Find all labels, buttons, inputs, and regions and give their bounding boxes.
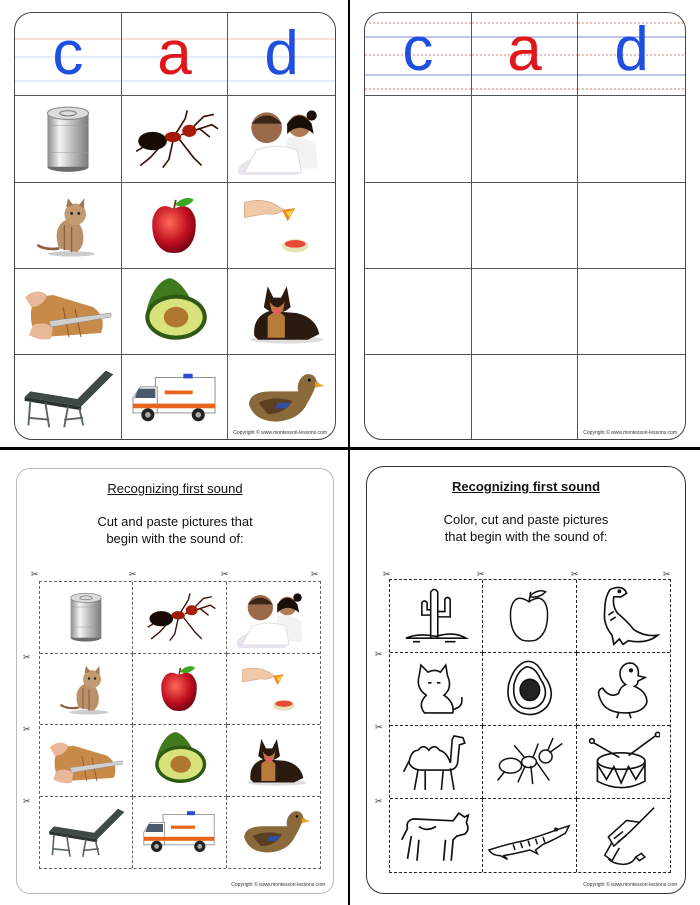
scissors-icon: ✂: [31, 569, 39, 579]
empty-slot[interactable]: [472, 269, 579, 355]
empty-slot[interactable]: [472, 96, 579, 183]
empty-slot[interactable]: [578, 96, 685, 183]
dinosaur-icon: [585, 584, 661, 648]
letter-glyph: c: [402, 15, 434, 84]
cot-icon: [45, 804, 127, 860]
picture-card[interactable]: [122, 96, 229, 183]
copyright-text: Copyright © www.montessori-lessons.com: [231, 882, 325, 888]
cut-out-picture[interactable]: [483, 580, 576, 653]
dog-icon: [239, 278, 325, 346]
cut-out-picture[interactable]: [577, 580, 670, 653]
letter-cell-a: [122, 13, 229, 96]
cut-out-picture[interactable]: [577, 799, 670, 872]
alligator-icon: [487, 812, 571, 860]
apple-icon: [147, 194, 201, 258]
apple-icon: [157, 662, 201, 716]
tin-can-icon: [37, 103, 99, 175]
cut-out-picture[interactable]: [483, 799, 576, 872]
empty-slot[interactable]: [365, 183, 472, 269]
letter-cell-d: [228, 13, 335, 96]
cut-out-grid: [389, 579, 671, 873]
cut-out-picture[interactable]: [133, 797, 226, 869]
picture-card[interactable]: [228, 183, 335, 269]
empty-slot[interactable]: [472, 355, 579, 440]
cut-bread-icon: [22, 277, 114, 347]
copyright-text: Copyright © www.montessori-lessons.com: [583, 430, 677, 436]
worksheet-outline: [366, 466, 686, 894]
worksheet-photo: [16, 468, 334, 894]
panel-photo-cards: [0, 0, 350, 450]
picture-card[interactable]: [228, 355, 335, 440]
cut-bread-icon: [48, 730, 124, 790]
cut-out-picture[interactable]: [40, 725, 133, 797]
copyright-text: Copyright © www.montessori-lessons.com: [233, 430, 327, 436]
letter-cell-c: [365, 13, 472, 96]
blank-board: [364, 12, 686, 440]
picture-card[interactable]: [122, 355, 229, 440]
copyright-text: Copyright © www.montessori-lessons.com: [583, 882, 677, 888]
letter-cell-a: [472, 13, 579, 96]
empty-slot[interactable]: [365, 355, 472, 440]
empty-slot[interactable]: [578, 355, 685, 440]
apple-icon: [504, 586, 554, 646]
scissors-icon: ✂: [23, 724, 31, 734]
avocado-icon: [498, 658, 560, 720]
dip-icon: [242, 661, 304, 717]
picture-card[interactable]: [122, 269, 229, 355]
cut-out-picture[interactable]: [133, 654, 226, 726]
worksheet-instruction-line2: that begin with the sound of:: [444, 529, 608, 544]
empty-slot[interactable]: [365, 269, 472, 355]
cut-out-picture[interactable]: [390, 799, 483, 872]
dip-icon: [244, 193, 320, 259]
letter-cell-d: [578, 13, 685, 96]
empty-slot[interactable]: [365, 96, 472, 183]
cut-out-picture[interactable]: [577, 726, 670, 799]
empty-slot[interactable]: [472, 183, 579, 269]
worksheet-title: Recognizing first sound: [451, 479, 601, 494]
picture-card[interactable]: [15, 183, 122, 269]
ant-icon: [141, 590, 217, 644]
picture-card[interactable]: [15, 269, 122, 355]
panel-outline-worksheet: [350, 450, 700, 905]
avocado-icon: [145, 729, 213, 791]
scissors-icon: ✂: [221, 569, 229, 579]
picture-card[interactable]: [15, 96, 122, 183]
drill-icon: [586, 804, 660, 868]
cut-out-picture[interactable]: [133, 582, 226, 654]
cut-out-picture[interactable]: [390, 653, 483, 726]
letter-cell-c: [15, 13, 122, 96]
letter-glyph: d: [614, 15, 649, 84]
tin-can-icon: [63, 587, 109, 647]
cut-out-picture[interactable]: [40, 654, 133, 726]
cot-icon: [19, 365, 117, 431]
cut-out-picture[interactable]: [133, 725, 226, 797]
scissors-icon: ✂: [477, 569, 485, 579]
cat-icon: [405, 658, 467, 720]
picture-card[interactable]: [228, 96, 335, 183]
duck-icon: [591, 658, 655, 720]
cactus-icon: [399, 585, 473, 647]
worksheet-instruction-line1: Color, cut and paste pictures: [443, 512, 609, 527]
panel-photo-worksheet: [0, 450, 350, 905]
cut-out-picture[interactable]: [227, 725, 320, 797]
letter-glyph: c: [52, 19, 84, 88]
avocado-icon: [133, 276, 215, 348]
cut-out-picture[interactable]: [577, 653, 670, 726]
dog-icon: [238, 731, 308, 789]
cut-out-picture[interactable]: [227, 654, 320, 726]
scissors-icon: ✂: [571, 569, 579, 579]
cat-icon: [56, 660, 116, 718]
duck-icon: [238, 365, 326, 431]
duck-icon: [236, 803, 310, 861]
scissors-icon: ✂: [375, 722, 383, 732]
camel-icon: [400, 730, 472, 794]
panel-blank-board: [350, 0, 700, 450]
cut-out-picture[interactable]: [227, 797, 320, 869]
picture-card[interactable]: [228, 269, 335, 355]
ant-icon: [492, 734, 566, 790]
cut-out-picture[interactable]: [390, 580, 483, 653]
cut-out-picture[interactable]: [40, 797, 133, 869]
picture-card[interactable]: [122, 183, 229, 269]
ambulance-icon: [126, 370, 222, 426]
empty-slot[interactable]: [578, 183, 685, 269]
cut-out-picture[interactable]: [483, 726, 576, 799]
scissors-icon: ✂: [383, 569, 391, 579]
scissors-icon: ✂: [23, 796, 31, 806]
drum-icon: [586, 730, 660, 794]
ambulance-icon: [138, 808, 220, 856]
scissors-icon: ✂: [375, 796, 383, 806]
dad-icon: [235, 586, 311, 648]
cut-out-grid: [39, 581, 321, 869]
cut-out-picture[interactable]: [390, 726, 483, 799]
worksheet-instruction-line2: begin with the sound of:: [106, 531, 244, 546]
worksheet-instruction-line1: Cut and paste pictures that: [97, 514, 253, 529]
letter-glyph: d: [264, 19, 299, 88]
dad-icon: [236, 103, 328, 175]
cut-out-picture[interactable]: [483, 653, 576, 726]
worksheet-title: Recognizing first sound: [107, 481, 243, 496]
picture-card[interactable]: [15, 355, 122, 440]
scissors-icon: ✂: [23, 652, 31, 662]
letter-glyph: a: [157, 19, 192, 88]
scissors-icon: ✂: [129, 569, 137, 579]
calf-icon: [398, 807, 474, 865]
scissors-icon: ✂: [375, 649, 383, 659]
letter-glyph: a: [507, 15, 542, 84]
photo-card-board: [14, 12, 336, 440]
cat-icon: [32, 193, 104, 259]
empty-slot[interactable]: [578, 269, 685, 355]
cut-out-picture[interactable]: [40, 582, 133, 654]
scissors-icon: ✂: [663, 569, 671, 579]
ant-icon: [128, 108, 220, 170]
scissors-icon: ✂: [311, 569, 319, 579]
cut-out-picture[interactable]: [227, 582, 320, 654]
